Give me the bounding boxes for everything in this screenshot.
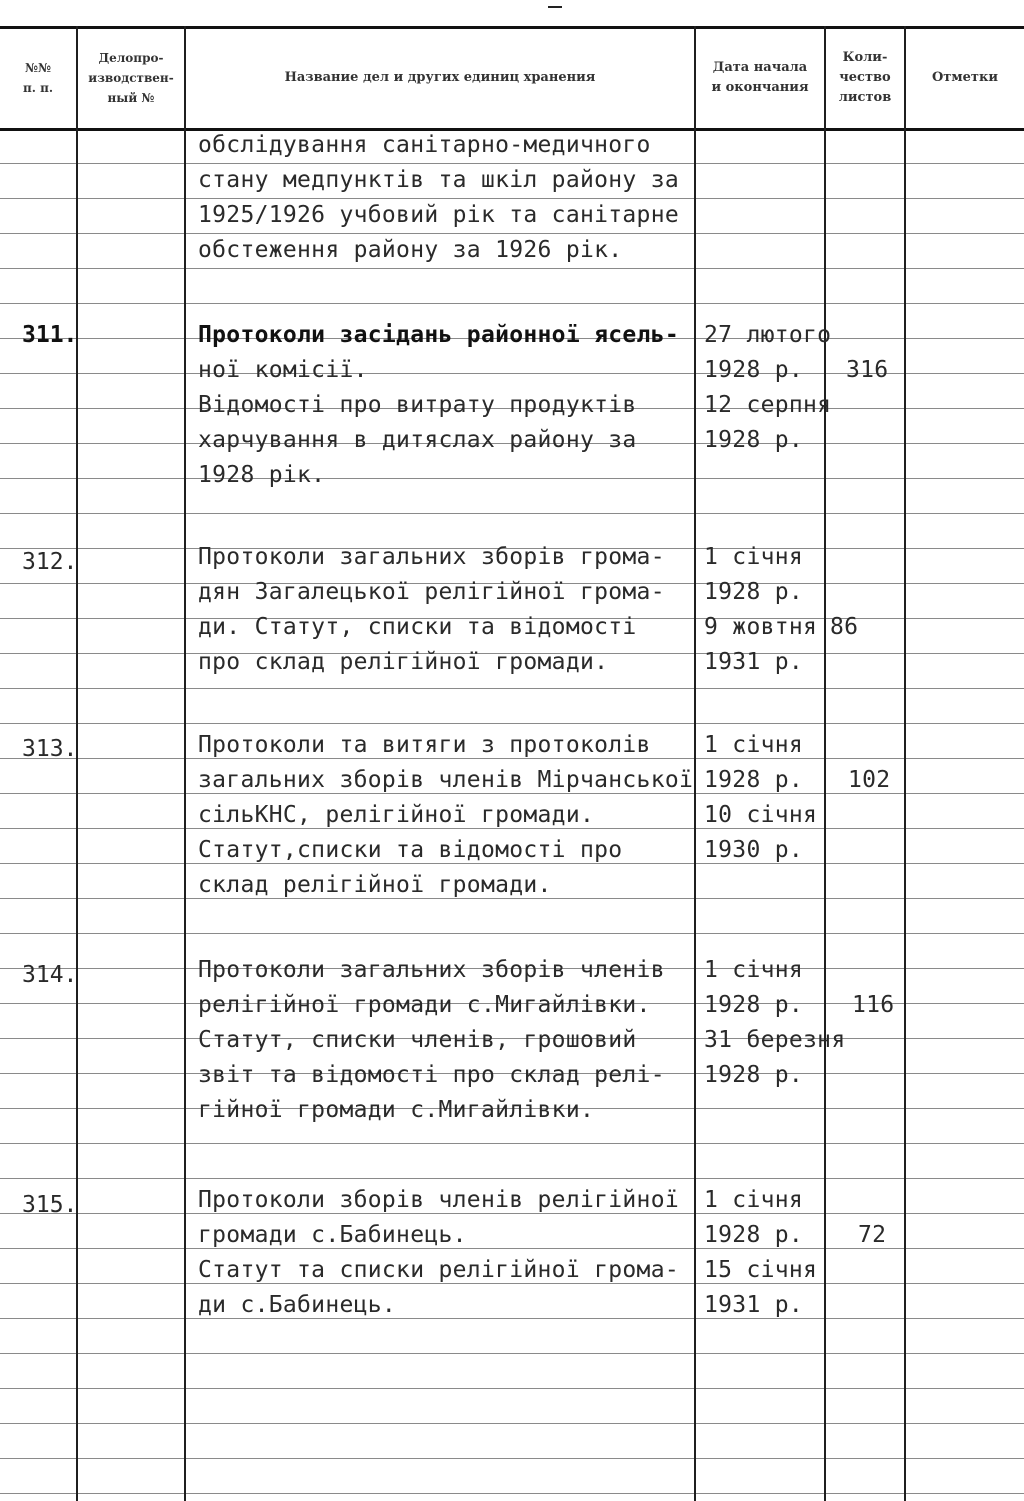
- entry-number: 313.: [22, 736, 78, 762]
- top-dash-mark: [548, 6, 562, 8]
- header-title: Название дел и других единиц хранения: [284, 70, 596, 85]
- entry-number: 314.: [22, 962, 78, 988]
- entry-date-line: 1928 р.: [704, 427, 804, 453]
- entry-title-line: сільКНС, релігійної громади.: [198, 802, 595, 828]
- ruled-line: [0, 933, 1024, 934]
- entry-title-line: Відомості про витрату продуктів: [198, 392, 637, 418]
- continuation-line: 1925/1926 учбовий рік та санітарне: [198, 202, 680, 228]
- ruled-line: [0, 513, 1024, 514]
- ruled-line: [0, 1423, 1024, 1424]
- entry-sheet-count: 86: [830, 614, 859, 640]
- entry-title-line: Статут, списки членів, грошовий: [198, 1027, 637, 1053]
- entry-date-line: 31 березня: [704, 1027, 846, 1053]
- entry-title-line: про склад релігійної громади.: [198, 649, 609, 675]
- entry-date-line: 1 січня: [704, 544, 804, 570]
- entry-title-line: ди. Статут, списки та відомості: [198, 614, 637, 640]
- entry-title-line: Протоколи зборів членів релігійної: [198, 1187, 680, 1213]
- continuation-line: стану медпунктів та шкіл району за: [198, 167, 680, 193]
- column-divider: [824, 26, 826, 1501]
- entry-date-line: 15 січня: [704, 1257, 818, 1283]
- ruled-line: [0, 723, 1024, 724]
- entry-number: 312.: [22, 549, 78, 575]
- entry-title-line: гійної громади с.Мигайлівки.: [198, 1097, 595, 1123]
- entry-title-line: склад релігійної громади.: [198, 872, 552, 898]
- ruled-line: [0, 1388, 1024, 1389]
- entry-date-line: 10 січня: [704, 802, 818, 828]
- entry-date-line: 1928 р.: [704, 357, 804, 383]
- column-divider: [904, 26, 906, 1501]
- entry-number: 315.: [22, 1192, 78, 1218]
- entry-title-line: Протоколи загальних зборів грома-: [198, 544, 665, 570]
- entry-title-line: Протоколи загальних зборів членів: [198, 957, 665, 983]
- ruled-line: [0, 478, 1024, 479]
- entry-date-line: 1928 р.: [704, 992, 804, 1018]
- entry-date-line: 1930 р.: [704, 837, 804, 863]
- entry-number: 311.: [22, 322, 78, 348]
- entry-title-line: харчування в дитяслах району за: [198, 427, 637, 453]
- ruled-line: [0, 1318, 1024, 1319]
- ruled-line: [0, 1178, 1024, 1179]
- header-notes: Отметки: [931, 70, 999, 85]
- entry-date-line: 1928 р.: [704, 579, 804, 605]
- entry-title-line: ди с.Бабинець.: [198, 1292, 397, 1318]
- entry-date-line: 12 серпня: [704, 392, 832, 418]
- header-dates: Дата начала и окончания: [711, 60, 809, 95]
- entry-title-line: релігійної громади с.Мигайлівки.: [198, 992, 651, 1018]
- column-divider: [694, 26, 696, 1501]
- ruled-line: [0, 1458, 1024, 1459]
- entry-title-line: Протоколи засідань районної ясель-: [198, 322, 680, 348]
- continuation-line: обстеження району за 1926 рік.: [198, 237, 623, 263]
- entry-date-line: 1928 р.: [704, 1222, 804, 1248]
- entry-title-line: Статут та списки релігійної грома-: [198, 1257, 680, 1283]
- entry-sheet-count: 316: [846, 357, 889, 383]
- entry-date-line: 1931 р.: [704, 1292, 804, 1318]
- entry-title-line: Статут,списки та відомості про: [198, 837, 623, 863]
- entry-title-line: громади с.Бабинець.: [198, 1222, 467, 1248]
- entry-title-line: дян Загалецької релігійної грома-: [198, 579, 665, 605]
- entry-title-line: звіт та відомості про склад релі-: [198, 1062, 665, 1088]
- ruled-line: [0, 1493, 1024, 1494]
- ruled-line: [0, 303, 1024, 304]
- entry-date-line: 9 жовтня: [704, 614, 818, 640]
- table-top-rule: [0, 26, 1024, 29]
- entry-sheet-count: 72: [858, 1222, 887, 1248]
- continuation-line: обслідування санітарно-медичного: [198, 132, 651, 158]
- entry-title-line: ної комісії.: [198, 357, 368, 383]
- entry-date-line: 1 січня: [704, 732, 804, 758]
- entry-date-line: 1931 р.: [704, 649, 804, 675]
- entry-date-line: 27 лютого: [704, 322, 832, 348]
- entry-title-line: Протоколи та витяги з протоколів: [198, 732, 651, 758]
- header-sheets: Коли- чество листов: [838, 50, 892, 105]
- entry-sheet-count: 116: [852, 992, 895, 1018]
- entry-sheet-count: 102: [848, 767, 891, 793]
- ruled-line: [0, 1143, 1024, 1144]
- header-case-number: Делопро- изводствен- ный №: [88, 51, 174, 105]
- ruled-line: [0, 268, 1024, 269]
- entry-date-line: 1 січня: [704, 1187, 804, 1213]
- entry-title-line: 1928 рік.: [198, 462, 326, 488]
- entry-date-line: 1928 р.: [704, 1062, 804, 1088]
- ruled-line: [0, 1353, 1024, 1354]
- entry-date-line: 1928 р.: [704, 767, 804, 793]
- entry-date-line: 1 січня: [704, 957, 804, 983]
- ruled-line: [0, 688, 1024, 689]
- column-divider: [184, 26, 186, 1501]
- entry-title-line: загальних зборів членів Мірчанської: [198, 767, 694, 793]
- header-number: №№ п. п.: [22, 61, 54, 95]
